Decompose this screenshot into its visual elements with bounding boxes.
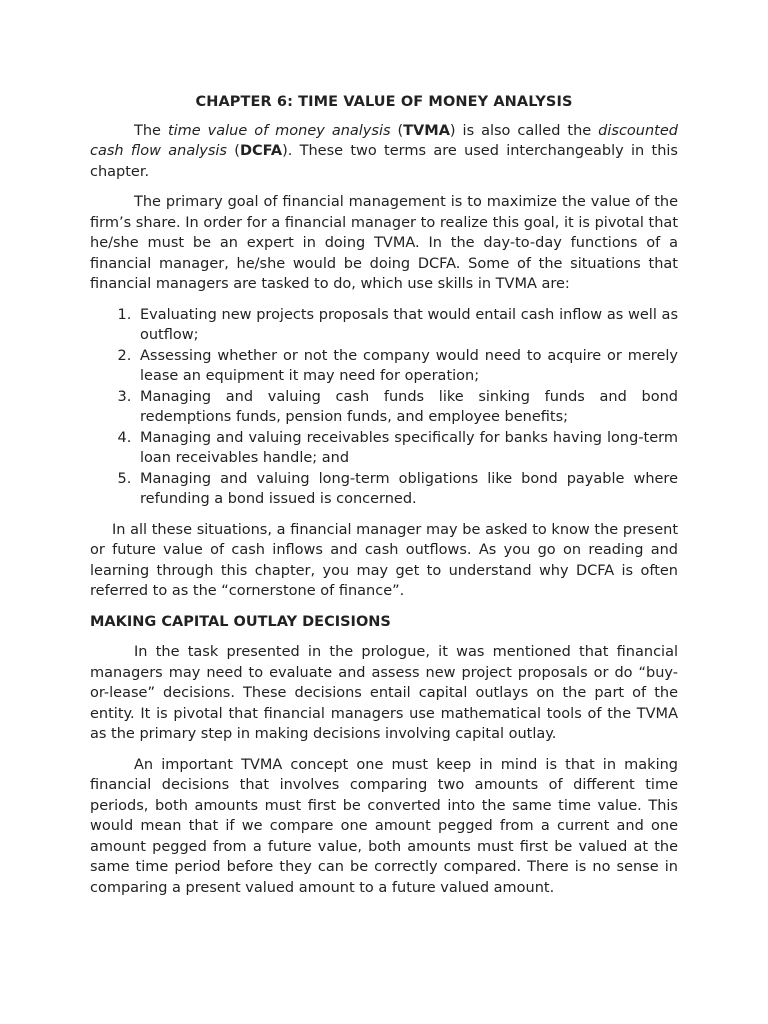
intro-text-2: ( [390, 122, 404, 139]
list-item: 1. Evaluating new projects proposals that would entail cash inflow as well as outflow; [136, 305, 678, 346]
capital-outlay-paragraph: In the task presented in the prologue, it was mentioned that financial managers may need to evaluate and assess new project proposals or do “buy-or-lease” decisions. These decisions entail capital outlays on the part of the entity. It is pivotal that financial managers use mathematical tools of the TVMA as the primary step in making decisions involving capital outlay. [90, 644, 678, 742]
chapter-title: CHAPTER 6: TIME VALUE OF MONEY ANALYSIS [195, 94, 573, 110]
goal-paragraph: The primary goal of financial management is to maximize the value of the firm’s share. In order for a financial manager to realize this goal, it is pivotal that he/she must be an expert in doing TVMA. In the day-to-day functions of a financial manager, he/she would be doing DCFA. Some of the situations that financial managers are tasked to do, which use skills in TVMA are: [90, 194, 678, 292]
list-item: 2. Assessing whether or not the company would need to acquire or merely lease an equipment it may need for operation; [136, 346, 678, 387]
intro-text-1: The [134, 122, 168, 139]
tvma-concept-paragraph: An important TVMA concept one must keep in mind is that in making financial decisions that involves comparing two amounts of different time periods, both amounts must first be converted into the same time value. This would mean that if we compare one amount pegged from a current and one amount pegged from a future value, both amounts must first be valued at the same time period before they can be correctly compared. There is no sense in comparing a present valued amount to a future valued amount. [90, 756, 678, 896]
term-dcfa: discounted cash flow analysis [90, 122, 678, 159]
situations-list [90, 305, 678, 510]
list-item: 4. Managing and valuing receivables specifically for banks having long-term loan receivables handle; and [136, 428, 678, 469]
intro-text-4: ( [226, 143, 240, 159]
term-tvma: time value of money analysis [167, 122, 391, 139]
list-item: 5. Managing and valuing long-term obligations like bond payable where refunding a bond issued is concerned. [136, 469, 678, 510]
document-page [90, 92, 678, 908]
list-item: 3. Managing and valuing cash funds like sinking funds and bond redemptions funds, pension funds, and employee benefits; [136, 387, 678, 428]
abbr-tvma: TVMA [403, 122, 450, 139]
intro-paragraph [90, 121, 678, 183]
abbr-dcfa: DCFA [239, 143, 283, 159]
section-heading: MAKING CAPITAL OUTLAY DECISIONS [90, 613, 391, 630]
intro-text-3: ) is also called the [449, 122, 599, 139]
situations-summary-paragraph: In all these situations, a financial manager may be asked to know the present or future value of cash inflows and cash outflows. As you go on reading and learning through this chapter, you may get to understand why DCFA is often referred to as the “cornerstone of finance”. [90, 521, 678, 599]
intro-text-5: ). These two terms are used interchangeably in this chapter. [90, 143, 678, 180]
